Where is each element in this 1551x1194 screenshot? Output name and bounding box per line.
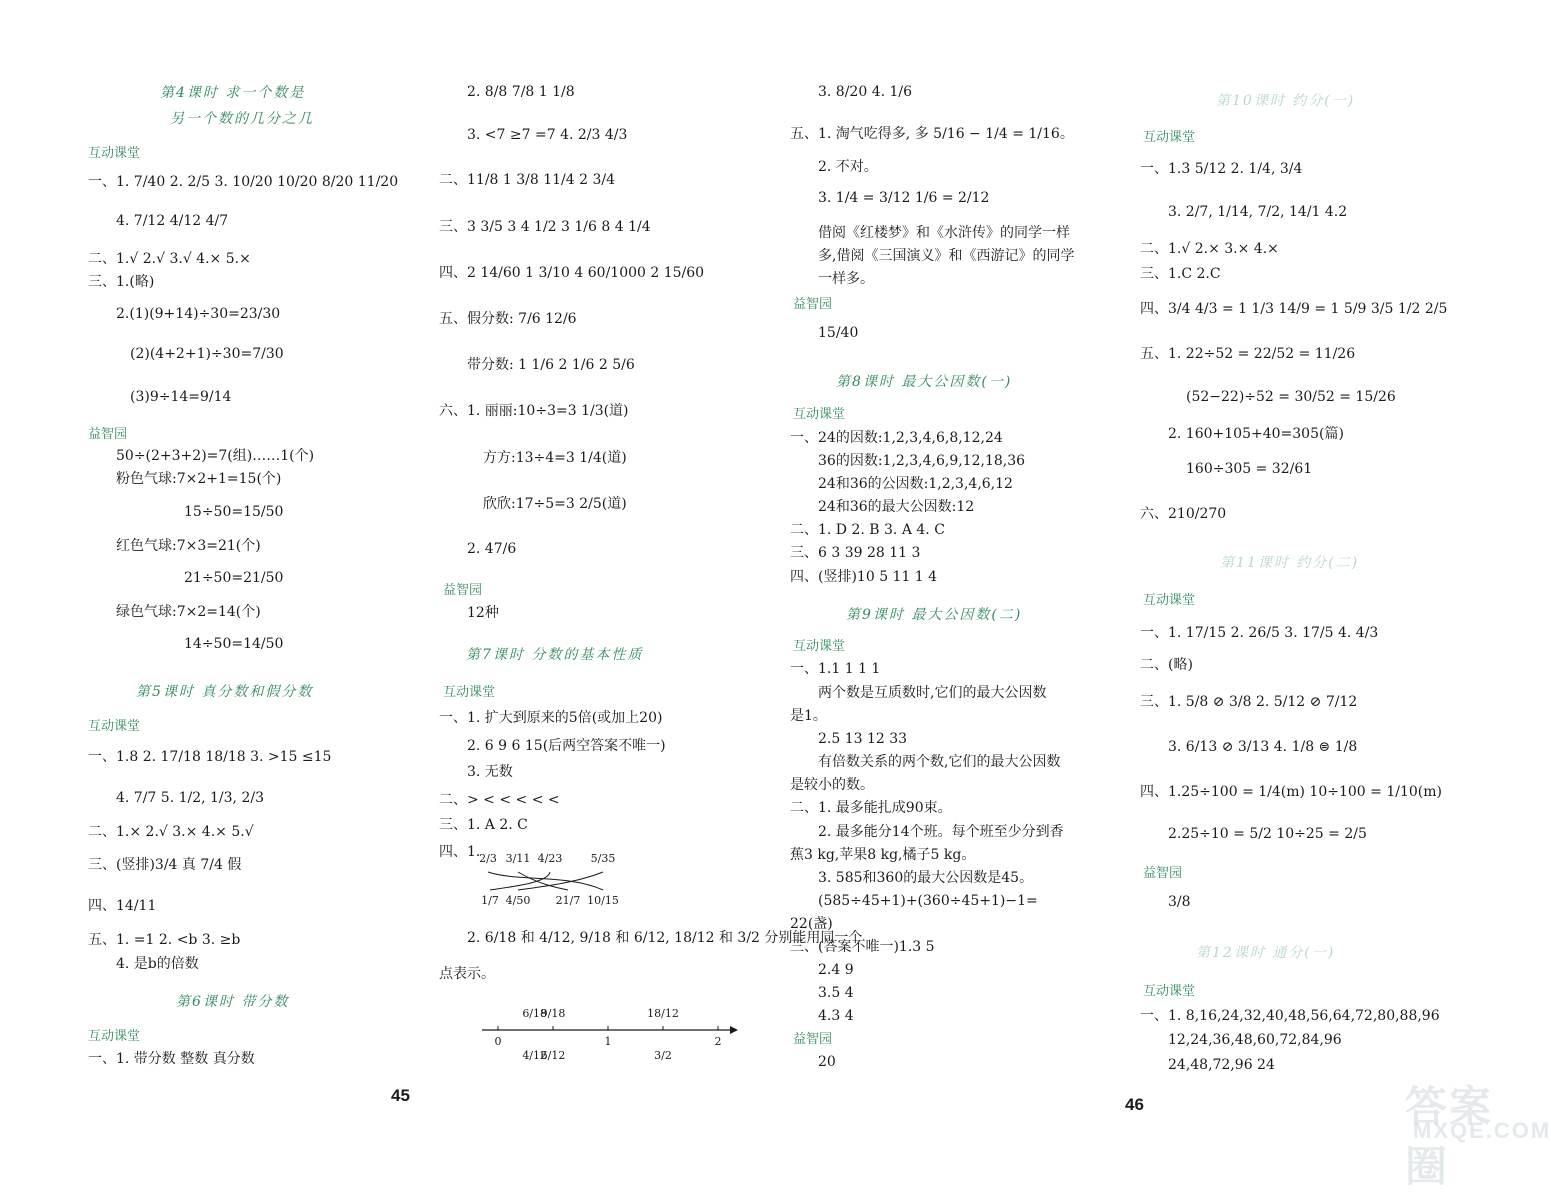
- answer-line: 粉色气球:7×2+1=15(个): [116, 471, 282, 487]
- matching-top-fraction: 2/3: [479, 852, 497, 865]
- answer-line: 一、1. 17/15 2. 26/5 3. 17/5 4. 4/3: [1140, 625, 1379, 641]
- number-line: [478, 995, 748, 1065]
- matching-top-fraction: 3/11: [505, 852, 531, 865]
- answer-line: 一、1. 扩大到原来的5倍(或加上20): [439, 710, 663, 726]
- answer-line: 2. 最多能分14个班。每个班至少分到香: [818, 824, 1064, 840]
- answer-line: 2.25÷10 = 5/2 10÷25 = 2/5: [1168, 826, 1367, 842]
- chapter-title: 第5课时 真分数和假分数: [136, 684, 314, 700]
- answer-line: 二、11/8 1 3/8 11/4 2 3/4: [439, 172, 616, 188]
- answer-line: 15/40: [818, 325, 859, 341]
- answer-line: 4.3 4: [818, 1008, 854, 1024]
- watermark-url: MXQE.COM: [1413, 1118, 1551, 1143]
- number-line-label-below: 4/12: [522, 1049, 548, 1062]
- number-line-tick-label: 1: [604, 1035, 612, 1048]
- answer-line: 四、3/4 4/3 = 1 1/3 14/9 = 1 5/9 3/5 1/2 2/5: [1140, 301, 1448, 317]
- answer-line: 一样多。: [818, 271, 874, 287]
- chapter-title: 另一个数的几分之几: [170, 111, 314, 127]
- number-line-tick-label: 0: [494, 1035, 502, 1048]
- section-heading: 互动课堂: [88, 1029, 141, 1044]
- answer-line: 两个数是互质数时,它们的最大公因数: [818, 685, 1047, 701]
- chapter-title: 第8课时 最大公因数(一): [836, 374, 1013, 390]
- answer-line: 24和36的最大公因数:12: [818, 499, 975, 515]
- answer-line: 3. 585和360的最大公因数是45。: [818, 870, 1034, 886]
- section-heading: 益智园: [1143, 866, 1183, 881]
- answer-line: 方方:13÷4=3 1/4(道): [483, 450, 627, 466]
- answer-line: 一、1.1 1 1 1: [790, 661, 881, 677]
- answer-line: 三、1.C 2.C: [1140, 266, 1221, 282]
- answer-line: 三、1. 5/8 ⊘ 3/8 2. 5/12 ⊘ 7/12: [1140, 694, 1358, 710]
- section-heading: 互动课堂: [793, 639, 846, 654]
- answer-line: 21÷50=21/50: [184, 570, 284, 586]
- answer-line: 三、(竖排)3/4 真 7/4 假: [88, 857, 242, 873]
- answer-line: 二、1.× 2.√ 3.× 4.× 5.√: [88, 824, 254, 840]
- matching-bottom-fraction: 4/50: [505, 894, 531, 907]
- answer-line: 五、假分数: 7/6 12/6: [439, 311, 577, 327]
- answer-line: 四、2 14/60 1 3/10 4 60/1000 2 15/60: [439, 265, 705, 281]
- number-line-label-above: 18/12: [647, 1007, 679, 1020]
- answer-line: 22(盏): [790, 916, 833, 932]
- chapter-title: 第4课时 求一个数是: [160, 85, 306, 101]
- answer-line: 一、1. 带分数 整数 真分数: [88, 1051, 255, 1067]
- number-line-label-below: 6/12: [540, 1049, 566, 1062]
- answer-line: 3. 6/13 ⊘ 3/13 4. 1/8 ⊜ 1/8: [1168, 739, 1358, 755]
- answer-line: 4. 是b的倍数: [116, 956, 199, 972]
- answer-line: 六、1. 丽丽:10÷3=3 1/3(道): [439, 403, 629, 419]
- section-heading: 互动课堂: [88, 146, 141, 161]
- chapter-title: 第10课时 约分(一): [1216, 93, 1356, 109]
- answer-line: 4. 7/12 4/12 4/7: [116, 213, 229, 229]
- answer-line: 二、1.√ 2.√ 3.√ 4.× 5.×: [88, 251, 251, 267]
- answer-line: 欣欣:17÷5=3 2/5(道): [483, 496, 627, 512]
- answer-line: 2. 6/18 和 4/12, 9/18 和 6/12, 18/12 和 3/2 分别能用同一个: [467, 930, 863, 946]
- answer-line: 有倍数关系的两个数,它们的最大公因数: [818, 754, 1061, 770]
- watermark-logo: [1405, 1074, 1551, 1190]
- answer-line: 3. 无数: [467, 764, 513, 780]
- matching-top-fraction: 5/35: [590, 852, 616, 865]
- answer-line: 蕉3 kg,苹果8 kg,橘子5 kg。: [790, 847, 976, 863]
- number-line-label-above: 6/18: [522, 1007, 548, 1020]
- chapter-title: 第6课时 带分数: [176, 994, 290, 1010]
- answer-line: 160÷305 = 32/61: [1186, 461, 1313, 477]
- matching-bottom-fraction: 10/15: [587, 894, 619, 907]
- answer-line: (2)(4+2+1)÷30=7/30: [130, 346, 284, 362]
- answer-line: 2. 8/8 7/8 1 1/8: [467, 84, 575, 100]
- answer-line: 二、1. D 2. B 3. A 4. C: [790, 522, 945, 538]
- answer-line: 一、1. 7/40 2. 2/5 3. 10/20 10/20 8/20 11/20: [88, 174, 399, 190]
- answer-line: 五、1. 22÷52 = 22/52 = 11/26: [1140, 346, 1356, 362]
- chapter-title: 第11课时 约分(二): [1220, 555, 1360, 571]
- answer-line: 五、1. 淘气吃得多, 多 5/16 − 1/4 = 1/16。: [790, 126, 1074, 142]
- matching-lines: [488, 872, 603, 890]
- section-heading: 互动课堂: [793, 407, 846, 422]
- answer-line: 20: [818, 1054, 836, 1070]
- answer-line: 一、1.3 5/12 2. 1/4, 3/4: [1140, 161, 1303, 177]
- answer-line: 二、1. 最多能扎成90束。: [790, 800, 952, 816]
- answer-line: (585÷45+1)+(360÷45+1)−1=: [818, 893, 1038, 909]
- chapter-title: 第9课时 最大公因数(二): [846, 607, 1023, 623]
- answer-line: 2.4 9: [818, 962, 854, 978]
- answer-line: 15÷50=15/50: [184, 504, 284, 520]
- section-heading: 互动课堂: [1143, 593, 1196, 608]
- section-heading: 益智园: [443, 583, 483, 598]
- answer-line: 三、6 3 39 28 11 3: [790, 545, 921, 561]
- number-line-tick-label: 2: [714, 1035, 722, 1048]
- section-heading: 互动课堂: [1143, 984, 1196, 999]
- answer-line: 带分数: 1 1/6 2 1/6 2 5/6: [467, 357, 635, 373]
- answer-line: 四、14/11: [88, 898, 157, 914]
- section-heading: 益智园: [793, 297, 833, 312]
- answer-line: (3)9÷14=9/14: [130, 389, 232, 405]
- answer-line: 点表示。: [439, 966, 495, 982]
- answer-line: 50÷(2+3+2)=7(组)……1(个): [116, 448, 315, 464]
- answer-line: 三、1.(略): [88, 274, 155, 290]
- answer-line: 二、1.√ 2.× 3.× 4.×: [1140, 241, 1279, 257]
- answer-line: 3. 1/4 = 3/12 1/6 = 2/12: [818, 190, 990, 206]
- answer-line: 24,48,72,96 24: [1168, 1057, 1275, 1073]
- section-heading: 互动课堂: [1143, 130, 1196, 145]
- number-line-label-above: 9/18: [540, 1007, 566, 1020]
- section-heading: 益智园: [793, 1032, 833, 1047]
- answer-line: 多,借阅《三国演义》和《西游记》的同学: [818, 248, 1075, 264]
- answer-line: 2. 不对。: [818, 159, 878, 175]
- section-heading: 互动课堂: [443, 685, 496, 700]
- answer-line: 四、1.: [439, 844, 481, 860]
- number-line-arrow: [730, 1026, 738, 1034]
- answer-line: 五、1. =1 2. <b 3. ≥b: [88, 932, 241, 948]
- answer-line: 四、1.25÷100 = 1/4(m) 10÷100 = 1/10(m): [1140, 784, 1442, 800]
- answer-line: 2. 6 9 6 15(后两空答案不唯一): [467, 738, 666, 754]
- answer-line: 14÷50=14/50: [184, 636, 284, 652]
- answer-line: 2.(1)(9+14)÷30=23/30: [116, 306, 281, 322]
- answer-line: 三、(答案不唯一)1.3 5: [790, 939, 935, 955]
- answer-line: 2. 160+105+40=305(篇): [1168, 426, 1344, 442]
- answer-line: 是1。: [790, 708, 827, 724]
- answer-line: 二、(略): [1140, 657, 1193, 673]
- answer-line: 36的因数:1,2,3,4,6,9,12,18,36: [818, 453, 1026, 469]
- matching-top-fraction: 4/23: [537, 852, 563, 865]
- answer-line: 借阅《红楼梦》和《水浒传》的同学一样: [818, 225, 1070, 241]
- answer-line: 三、1. A 2. C: [439, 817, 528, 833]
- matching-bottom-fraction: 21/7: [555, 894, 581, 907]
- answer-line: 24和36的公因数:1,2,3,4,6,12: [818, 476, 1013, 492]
- number-line-label-below: 3/2: [654, 1049, 672, 1062]
- answer-line: 六、210/270: [1140, 506, 1227, 522]
- answer-line: 2.5 13 12 33: [818, 731, 908, 747]
- matching-diagram: [478, 842, 628, 912]
- answer-line: 3/8: [1168, 894, 1191, 910]
- answer-line: 一、1.8 2. 17/18 18/18 3. >15 ≤15: [88, 749, 332, 765]
- answer-line: (52−22)÷52 = 30/52 = 15/26: [1186, 389, 1396, 405]
- answer-line: 3. <7 ≥7 =7 4. 2/3 4/3: [467, 127, 628, 143]
- watermark-text: 答案圈: [1405, 1083, 1494, 1190]
- answer-line: 3. 2/7, 1/14, 7/2, 14/1 4.2: [1168, 204, 1348, 220]
- answer-line: 一、24的因数:1,2,3,4,6,8,12,24: [790, 430, 1003, 446]
- answer-line: 3. 8/20 4. 1/6: [818, 84, 913, 100]
- section-heading: 益智园: [88, 427, 128, 442]
- chapter-title: 第12课时 通分(一): [1196, 945, 1336, 961]
- page-number-right: 46: [1125, 1095, 1144, 1114]
- answer-line: 绿色气球:7×2=14(个): [116, 604, 261, 620]
- answer-line: 4. 7/7 5. 1/2, 1/3, 2/3: [116, 790, 264, 806]
- answer-line: 是较小的数。: [790, 777, 874, 793]
- chapter-title: 第7课时 分数的基本性质: [466, 647, 644, 663]
- answer-line: 12,24,36,48,60,72,84,96: [1168, 1032, 1342, 1048]
- answer-line: 3.5 4: [818, 985, 854, 1001]
- matching-bottom-fraction: 1/7: [481, 894, 499, 907]
- answer-line: 一、1. 8,16,24,32,40,48,56,64,72,80,88,96: [1140, 1008, 1440, 1024]
- answer-line: 红色气球:7×3=21(个): [116, 538, 261, 554]
- answer-line: 12种: [467, 605, 499, 621]
- page-number-left: 45: [391, 1086, 410, 1105]
- section-heading: 互动课堂: [88, 719, 141, 734]
- answer-line: 二、> < < < < <: [439, 792, 560, 808]
- answer-line: 四、(竖排)10 5 11 1 4: [790, 569, 938, 585]
- answer-line: 2. 47/6: [467, 541, 517, 557]
- answer-line: 三、3 3/5 3 4 1/2 3 1/6 8 4 1/4: [439, 219, 651, 235]
